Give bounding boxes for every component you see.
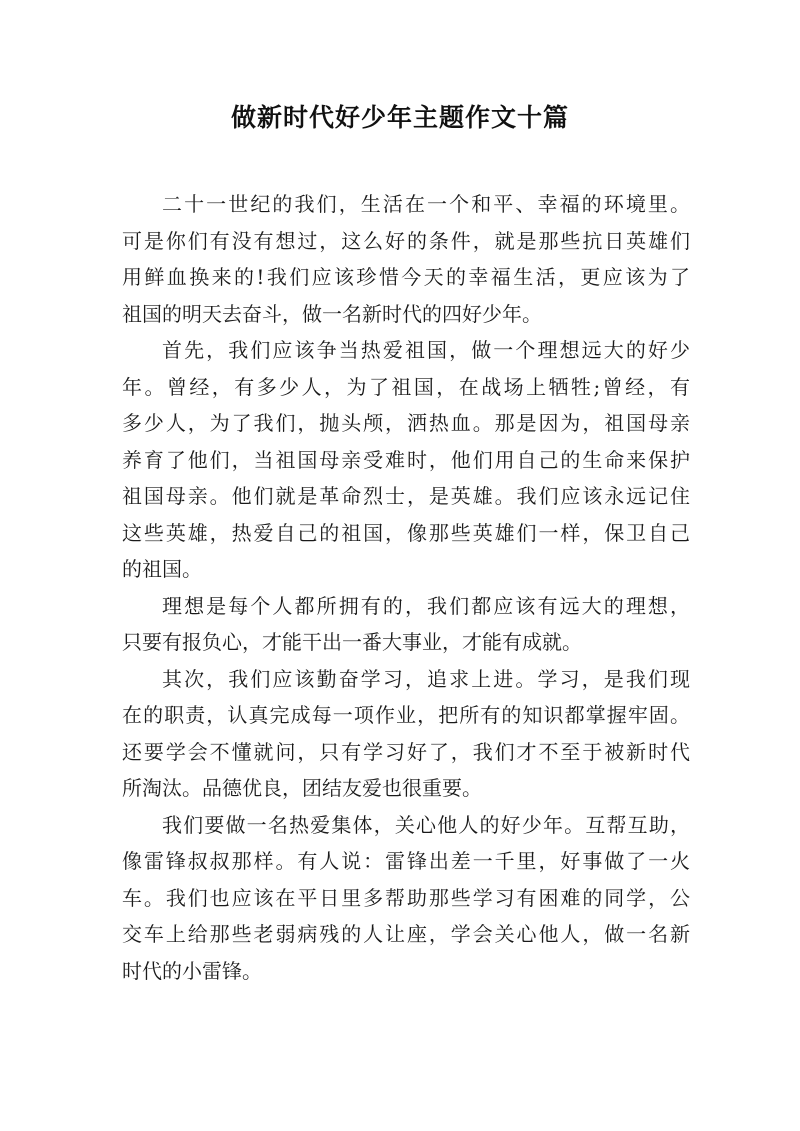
text-line: 像雷锋叔叔那样。有人说：雷锋出差一千里，好事做了一火 (122, 849, 690, 873)
text-line: 所淘汰。品德优良，团结友爱也很重要。 (122, 776, 482, 800)
text-line: 理想是每个人都所拥有的，我们都应该有远大的理想， (162, 593, 690, 618)
text-line: 时代的小雷锋。 (122, 958, 262, 983)
text-line: 首先，我们应该争当热爱祖国，做一个理想远大的好少 (162, 338, 690, 362)
paragraph-5 (122, 807, 690, 990)
paragraph-1 (122, 186, 690, 332)
text-line: 可是你们有没有想过，这么好的条件，就是那些抗日英雄们 (122, 228, 690, 253)
document-title: 做新时代好少年主题作文十篇 (230, 103, 569, 132)
paragraph-3 (122, 588, 690, 661)
text-line: 的祖国。 (122, 557, 202, 581)
text-line: 只要有报负心，才能干出一番大事业，才能有成就。 (122, 630, 582, 654)
text-line: 二十一世纪的我们，生活在一个和平、幸福的环境里。 (162, 192, 690, 216)
document-body (122, 186, 690, 989)
text-line: 这些英雄，热爱自己的祖国，像那些英雄们一样，保卫自己 (122, 520, 690, 545)
text-line: 车。我们也应该在平日里多帮助那些学习有困难的同学，公 (122, 885, 690, 910)
text-line: 祖国的明天去奋斗，做一名新时代的四好少年。 (122, 301, 542, 326)
text-line: 在的职责，认真完成每一项作业，把所有的知识都掌握牢固。 (122, 703, 690, 727)
text-line: 用鲜血换来的!我们应该珍惜今天的幸福生活，更应该为了 (122, 265, 690, 289)
text-line: 交车上给那些老弱病残的人让座，学会关心他人，做一名新 (122, 922, 690, 946)
paragraph-4 (122, 661, 690, 807)
text-line: 其次，我们应该勤奋学习，追求上进。学习，是我们现 (162, 666, 690, 691)
text-line: 年。曾经，有多少人，为了祖国，在战场上牺牲;曾经，有 (122, 374, 690, 399)
paragraph-2 (122, 332, 690, 588)
text-line: 祖国母亲。他们就是革命烈士，是英雄。我们应该永远记住 (122, 484, 690, 508)
text-line: 多少人，为了我们，抛头颅，洒热血。那是因为，祖国母亲 (122, 411, 690, 435)
text-line: 养育了他们，当祖国母亲受难时，他们用自己的生命来保护 (122, 447, 690, 472)
text-line: 还要学会不懂就问，只有学习好了，我们才不至于被新时代 (122, 739, 690, 764)
text-line: 我们要做一名热爱集体，关心他人的好少年。互帮互助， (162, 812, 690, 837)
